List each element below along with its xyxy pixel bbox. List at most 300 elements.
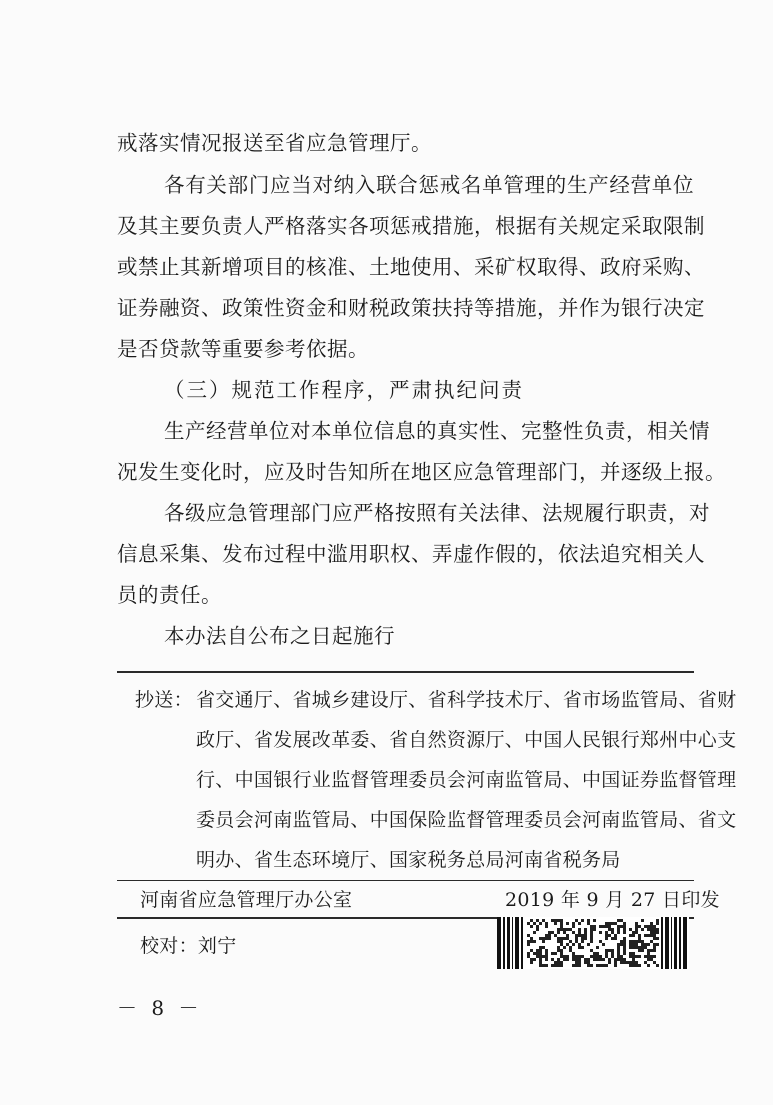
barcode-cell bbox=[590, 949, 593, 952]
barcode-cell bbox=[548, 934, 551, 937]
barcode-cell bbox=[560, 937, 563, 940]
barcode-cell bbox=[632, 940, 635, 943]
barcode-cell bbox=[617, 946, 620, 949]
barcode-cell bbox=[608, 958, 611, 961]
barcode-cell bbox=[623, 946, 626, 949]
barcode-cell bbox=[656, 931, 659, 934]
barcode-cell bbox=[557, 919, 560, 922]
barcode-cell bbox=[581, 940, 584, 943]
barcode-cell bbox=[650, 958, 653, 961]
barcode-cell bbox=[569, 949, 572, 952]
barcode-cell bbox=[605, 922, 608, 925]
barcode-cell bbox=[572, 922, 575, 925]
barcode-cell bbox=[650, 940, 653, 943]
barcode-cell bbox=[539, 964, 542, 967]
barcode-cell bbox=[566, 934, 569, 937]
barcode-cell bbox=[593, 925, 596, 928]
barcode-cell bbox=[623, 943, 626, 946]
barcode-cell bbox=[596, 946, 599, 949]
barcode-cell bbox=[581, 919, 584, 922]
barcode-cell bbox=[551, 952, 554, 955]
barcode-cell bbox=[590, 937, 593, 940]
barcode-cell bbox=[560, 952, 563, 955]
barcode-cell bbox=[635, 961, 638, 964]
barcode-cell bbox=[632, 931, 635, 934]
barcode-cell bbox=[530, 937, 533, 940]
barcode-cell bbox=[635, 955, 638, 958]
issue-date: 2019 年 9 月 27 日印发 bbox=[505, 889, 720, 911]
barcode-cell bbox=[647, 952, 650, 955]
barcode-cell bbox=[545, 952, 548, 955]
barcode-cell bbox=[617, 955, 620, 958]
barcode-cell bbox=[611, 931, 614, 934]
barcode-cell bbox=[638, 946, 641, 949]
body-line: 是否贷款等重要参考依据。 bbox=[117, 337, 369, 361]
barcode-cell bbox=[560, 955, 563, 958]
barcode-cell bbox=[605, 934, 608, 937]
barcode-cell bbox=[650, 922, 653, 925]
barcode-cell bbox=[647, 958, 650, 961]
barcode-cell bbox=[593, 958, 596, 961]
barcode-cell bbox=[629, 940, 632, 943]
barcode-cell bbox=[641, 940, 644, 943]
barcode-cell bbox=[560, 964, 563, 967]
barcode-cell bbox=[650, 955, 653, 958]
barcode-cell bbox=[539, 946, 542, 949]
barcode-cell bbox=[533, 940, 536, 943]
barcode-cell bbox=[542, 937, 545, 940]
barcode-cell bbox=[551, 958, 554, 961]
barcode-cell bbox=[599, 940, 602, 943]
barcode-cell bbox=[620, 940, 623, 943]
barcode-cell bbox=[611, 949, 614, 952]
barcode-cell bbox=[566, 922, 569, 925]
barcode-cell bbox=[578, 928, 581, 931]
barcode-cell bbox=[563, 937, 566, 940]
barcode-cell bbox=[530, 949, 533, 952]
barcode-cell bbox=[614, 934, 617, 937]
barcode-cell bbox=[545, 922, 548, 925]
barcode-cell bbox=[611, 937, 614, 940]
barcode-cell bbox=[569, 940, 572, 943]
barcode-cell bbox=[611, 952, 614, 955]
barcode-cell bbox=[644, 943, 647, 946]
barcode-cell bbox=[590, 955, 593, 958]
barcode-cell bbox=[596, 964, 599, 967]
barcode-cell bbox=[575, 937, 578, 940]
barcode-cell bbox=[575, 919, 578, 922]
barcode-cell bbox=[539, 949, 542, 952]
barcode-cell bbox=[647, 934, 650, 937]
barcode-cell bbox=[605, 949, 608, 952]
barcode-cell bbox=[557, 928, 560, 931]
barcode-cell bbox=[575, 934, 578, 937]
barcode-cell bbox=[590, 925, 593, 928]
barcode-cell bbox=[650, 928, 653, 931]
barcode-cell bbox=[590, 940, 593, 943]
barcode-cell bbox=[533, 958, 536, 961]
barcode-cell bbox=[653, 943, 656, 946]
barcode-cell bbox=[569, 946, 572, 949]
barcode-cell bbox=[647, 949, 650, 952]
barcode-cell bbox=[578, 964, 581, 967]
barcode-cell bbox=[617, 919, 620, 922]
barcode-cell bbox=[590, 934, 593, 937]
barcode-cell bbox=[653, 949, 656, 952]
barcode-cell bbox=[578, 958, 581, 961]
barcode-cell bbox=[644, 946, 647, 949]
barcode-cell bbox=[635, 946, 638, 949]
barcode-cell bbox=[602, 958, 605, 961]
barcode-cell bbox=[647, 928, 650, 931]
barcode-cell bbox=[590, 931, 593, 934]
body-line: 证券融资、政策性资金和财税政策扶持等措施，并作为银行决定 bbox=[117, 296, 705, 320]
barcode-cell bbox=[623, 937, 626, 940]
barcode-cell bbox=[650, 931, 653, 934]
barcode-cell bbox=[620, 943, 623, 946]
barcode-cell bbox=[572, 943, 575, 946]
barcode-cell bbox=[605, 964, 608, 967]
barcode-cell bbox=[530, 940, 533, 943]
barcode-cell bbox=[614, 922, 617, 925]
barcode-cell bbox=[641, 946, 644, 949]
barcode-cell bbox=[581, 946, 584, 949]
barcode-cell bbox=[608, 925, 611, 928]
barcode-cell bbox=[626, 961, 629, 964]
barcode-cell bbox=[620, 955, 623, 958]
barcode-cell bbox=[635, 964, 638, 967]
barcode-cell bbox=[578, 955, 581, 958]
barcode-cell bbox=[632, 964, 635, 967]
barcode-cell bbox=[554, 952, 557, 955]
barcode-cell bbox=[590, 964, 593, 967]
barcode-cell bbox=[653, 928, 656, 931]
barcode-cell bbox=[557, 958, 560, 961]
barcode-cell bbox=[578, 946, 581, 949]
barcode-cell bbox=[566, 928, 569, 931]
barcode-cell bbox=[632, 961, 635, 964]
barcode-cell bbox=[554, 919, 557, 922]
barcode-cell bbox=[566, 937, 569, 940]
barcode-cell bbox=[632, 958, 635, 961]
barcode-cell bbox=[545, 937, 548, 940]
barcode-cell bbox=[599, 925, 602, 928]
barcode-cell bbox=[605, 952, 608, 955]
barcode-cell bbox=[614, 958, 617, 961]
barcode-cell bbox=[533, 952, 536, 955]
barcode-cell bbox=[527, 940, 530, 943]
barcode-cell bbox=[656, 922, 659, 925]
barcode-cell bbox=[545, 934, 548, 937]
barcode-cell bbox=[527, 943, 530, 946]
barcode-cell bbox=[533, 922, 536, 925]
barcode-cell bbox=[536, 955, 539, 958]
barcode-cell bbox=[527, 955, 530, 958]
barcode-cell bbox=[557, 949, 560, 952]
barcode-cell bbox=[605, 925, 608, 928]
barcode-cell bbox=[560, 919, 563, 922]
barcode-cell bbox=[614, 961, 617, 964]
barcode-cell bbox=[560, 943, 563, 946]
barcode-cell bbox=[527, 934, 530, 937]
body-line: 或禁止其新增项目的核准、土地使用、采矿权取得、政府采购、 bbox=[117, 255, 705, 279]
barcode-cell bbox=[557, 946, 560, 949]
barcode-cell bbox=[527, 952, 530, 955]
barcode-cell bbox=[575, 964, 578, 967]
barcode-cell bbox=[551, 964, 554, 967]
barcode-cell bbox=[587, 964, 590, 967]
barcode-cell bbox=[542, 955, 545, 958]
barcode-cell bbox=[530, 919, 533, 922]
barcode-cell bbox=[623, 940, 626, 943]
barcode-cell bbox=[632, 943, 635, 946]
barcode-cell bbox=[614, 937, 617, 940]
barcode-cell bbox=[560, 940, 563, 943]
barcode-cell bbox=[560, 949, 563, 952]
barcode-cell bbox=[638, 925, 641, 928]
barcode-cell bbox=[575, 940, 578, 943]
barcode-cell bbox=[530, 958, 533, 961]
barcode-cell bbox=[584, 937, 587, 940]
barcode-cell bbox=[557, 931, 560, 934]
barcode-cell bbox=[587, 958, 590, 961]
barcode-cell bbox=[584, 958, 587, 961]
body-line: 员的责任。 bbox=[117, 583, 222, 607]
barcode-cell bbox=[632, 952, 635, 955]
barcode-cell bbox=[620, 958, 623, 961]
barcode-cell bbox=[572, 958, 575, 961]
barcode-cell bbox=[602, 925, 605, 928]
barcode-cell bbox=[584, 931, 587, 934]
barcode-cell bbox=[644, 925, 647, 928]
barcode-cell bbox=[653, 946, 656, 949]
barcode-cell bbox=[545, 964, 548, 967]
barcode-cell bbox=[551, 919, 554, 922]
barcode-cell bbox=[560, 961, 563, 964]
barcode-cell bbox=[617, 952, 620, 955]
barcode-cell bbox=[602, 943, 605, 946]
barcode-cell bbox=[536, 925, 539, 928]
barcode-cell bbox=[635, 940, 638, 943]
barcode-cell bbox=[551, 931, 554, 934]
body-line: 戒落实情况报送至省应急管理厅。 bbox=[117, 131, 432, 155]
barcode-cell bbox=[536, 928, 539, 931]
barcode-cell bbox=[578, 961, 581, 964]
issuer-name: 河南省应急管理厅办公室 bbox=[140, 889, 353, 911]
page-number: － 8 － bbox=[117, 996, 203, 1020]
barcode-cell bbox=[560, 925, 563, 928]
barcode-cell bbox=[575, 958, 578, 961]
barcode-cell bbox=[539, 952, 542, 955]
barcode-cell bbox=[653, 937, 656, 940]
barcode-cell bbox=[530, 961, 533, 964]
cc-line: 明办、省生态环境厅、国家税务总局河南省税务局 bbox=[196, 849, 621, 871]
cc-top-rule bbox=[117, 671, 694, 673]
barcode-cell bbox=[632, 934, 635, 937]
barcode-cell bbox=[566, 958, 569, 961]
barcode-cell bbox=[572, 964, 575, 967]
barcode-cell bbox=[569, 928, 572, 931]
barcode-cell bbox=[629, 964, 632, 967]
barcode-cell bbox=[548, 937, 551, 940]
barcode-cell bbox=[623, 922, 626, 925]
cc-label: 抄送： bbox=[135, 689, 193, 711]
barcode-cell bbox=[566, 943, 569, 946]
barcode-cell bbox=[656, 964, 659, 967]
barcode-cell bbox=[629, 946, 632, 949]
barcode-cell bbox=[656, 919, 659, 922]
barcode-cell bbox=[632, 955, 635, 958]
barcode-cell bbox=[527, 922, 530, 925]
barcode-cell bbox=[578, 931, 581, 934]
proofreader: 校对：刘宁 bbox=[140, 935, 237, 957]
barcode-cell bbox=[572, 955, 575, 958]
cc-line: 行、中国银行业监督管理委员会河南监管局、中国证券监督管理 bbox=[196, 769, 737, 791]
barcode-cell bbox=[656, 937, 659, 940]
barcode-cell bbox=[608, 961, 611, 964]
barcode-cell bbox=[566, 955, 569, 958]
barcode-cell bbox=[584, 928, 587, 931]
barcode-cell bbox=[638, 949, 641, 952]
barcode-cell bbox=[593, 952, 596, 955]
barcode-cell bbox=[545, 955, 548, 958]
barcode-cell bbox=[623, 925, 626, 928]
barcode-cell bbox=[593, 955, 596, 958]
barcode-cell bbox=[545, 958, 548, 961]
barcode-cell bbox=[629, 955, 632, 958]
barcode-cell bbox=[629, 952, 632, 955]
barcode-cell bbox=[542, 940, 545, 943]
barcode-cell bbox=[578, 922, 581, 925]
barcode-cell bbox=[557, 940, 560, 943]
barcode-cell bbox=[614, 964, 617, 967]
barcode-cell bbox=[599, 931, 602, 934]
barcode-cell bbox=[554, 922, 557, 925]
barcode-cell bbox=[623, 961, 626, 964]
barcode-cell bbox=[593, 928, 596, 931]
body-line: 各级应急管理部门应严格按照有关法律、法规履行职责，对 bbox=[164, 501, 710, 525]
barcode-cell bbox=[539, 937, 542, 940]
barcode-cell bbox=[563, 928, 566, 931]
body-line: 生产经营单位对本单位信息的真实性、完整性负责，相关情 bbox=[164, 419, 710, 443]
barcode-cell bbox=[572, 931, 575, 934]
barcode-cell bbox=[611, 928, 614, 931]
barcode-cell bbox=[611, 955, 614, 958]
barcode-cell bbox=[545, 925, 548, 928]
barcode-cell bbox=[584, 934, 587, 937]
section-heading: （三）规范工作程序，严肃执纪问责 bbox=[164, 378, 524, 402]
barcode-cell bbox=[542, 964, 545, 967]
barcode-cell bbox=[635, 943, 638, 946]
barcode-cell bbox=[563, 958, 566, 961]
barcode-cell bbox=[560, 922, 563, 925]
barcode-cell bbox=[620, 961, 623, 964]
barcode-cell bbox=[545, 949, 548, 952]
barcode-cell bbox=[539, 958, 542, 961]
barcode-cell bbox=[620, 925, 623, 928]
barcode-cell bbox=[611, 922, 614, 925]
barcode-cell bbox=[539, 961, 542, 964]
barcode-cell bbox=[557, 964, 560, 967]
barcode-cell bbox=[617, 958, 620, 961]
body-line: 信息采集、发布过程中滥用职权、弄虚作假的，依法追究相关人 bbox=[117, 542, 705, 566]
barcode-cell bbox=[650, 925, 653, 928]
barcode-cell bbox=[644, 955, 647, 958]
body-line: 本办法自公布之日起施行 bbox=[164, 624, 395, 648]
barcode-cell bbox=[554, 964, 557, 967]
barcode-cell bbox=[572, 925, 575, 928]
barcode-cell bbox=[605, 937, 608, 940]
barcode-cell bbox=[647, 964, 650, 967]
barcode-cell bbox=[542, 919, 545, 922]
barcode-cell bbox=[653, 955, 656, 958]
barcode-cell bbox=[581, 937, 584, 940]
body-line: 况发生变化时，应及时告知所在地区应急管理部门，并逐级上报。 bbox=[117, 460, 726, 484]
barcode-cell bbox=[587, 922, 590, 925]
cc-line: 省交通厅、省城乡建设厅、省科学技术厅、省市场监管局、省财 bbox=[196, 689, 737, 711]
barcode-cell bbox=[638, 940, 641, 943]
barcode-cell bbox=[587, 961, 590, 964]
barcode-cell bbox=[602, 964, 605, 967]
barcode-cell bbox=[647, 955, 650, 958]
barcode-cell bbox=[650, 934, 653, 937]
barcode-cell bbox=[596, 955, 599, 958]
barcode-cell bbox=[641, 919, 644, 922]
barcode-cell bbox=[617, 943, 620, 946]
barcode-cell bbox=[608, 949, 611, 952]
cc-line: 委员会河南监管局、中国保险监督管理委员会河南监管局、省文 bbox=[196, 809, 737, 831]
barcode-cell bbox=[587, 919, 590, 922]
barcode-cell bbox=[647, 925, 650, 928]
barcode-cell bbox=[590, 928, 593, 931]
barcode-cell bbox=[575, 961, 578, 964]
barcode-cell bbox=[584, 961, 587, 964]
barcode-cell bbox=[653, 961, 656, 964]
barcode-cell bbox=[644, 961, 647, 964]
barcode-cell bbox=[638, 937, 641, 940]
barcode-cell bbox=[605, 931, 608, 934]
barcode-cell bbox=[650, 949, 653, 952]
barcode-cell bbox=[641, 928, 644, 931]
barcode-cell bbox=[557, 961, 560, 964]
barcode-cell bbox=[608, 928, 611, 931]
barcode-cell bbox=[653, 925, 656, 928]
barcode-cell bbox=[563, 931, 566, 934]
barcode-cell bbox=[539, 955, 542, 958]
body-line: 及其主要负责人严格落实各项惩戒措施，根据有关规定采取限制 bbox=[117, 214, 705, 238]
barcode-cell bbox=[617, 925, 620, 928]
barcode-cell bbox=[599, 955, 602, 958]
barcode-cell bbox=[617, 949, 620, 952]
barcode-cell bbox=[656, 943, 659, 946]
barcode-cell bbox=[617, 928, 620, 931]
barcode-cell bbox=[578, 934, 581, 937]
barcode-cell bbox=[632, 946, 635, 949]
barcode-cell bbox=[647, 943, 650, 946]
barcode-cell bbox=[629, 928, 632, 931]
barcode-cell bbox=[599, 958, 602, 961]
barcode-cell bbox=[560, 928, 563, 931]
barcode-cell bbox=[536, 919, 539, 922]
barcode-cell bbox=[572, 952, 575, 955]
barcode-cell bbox=[587, 943, 590, 946]
barcode-cell bbox=[536, 949, 539, 952]
barcode-cell bbox=[623, 931, 626, 934]
barcode-cell bbox=[623, 949, 626, 952]
barcode-cell bbox=[581, 934, 584, 937]
barcode-cell bbox=[620, 919, 623, 922]
barcode-cell bbox=[638, 955, 641, 958]
